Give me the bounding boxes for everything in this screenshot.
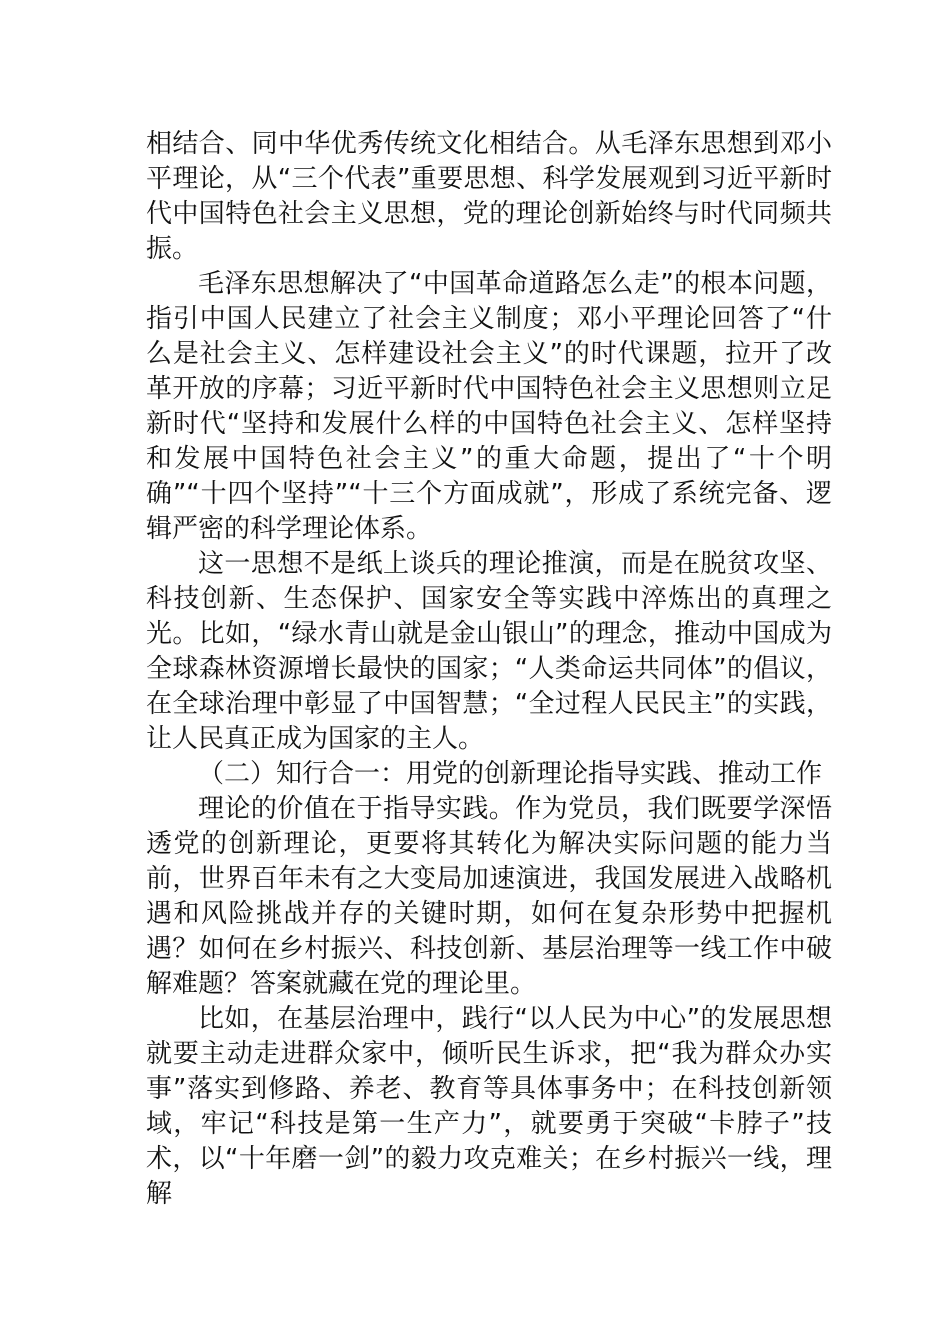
document-page	[146, 127, 832, 1212]
paragraph-theory-history: 毛泽东思想解决了“中国革命道路怎么走”的根本问题，指引中国人民建立了社会主义制度；邓小平理论回答了“什么是社会主义、怎样建设社会主义”的时代课题，拉开了改革开放的序幕；习近平新时代中国特色社会主义思想则立足新时代“坚持和发展什么样的中国特色社会主义、怎样坚持和发展中国特色社会主义”的重大命题，提出了“十个明确”“十四个坚持”“十三个方面成就”，形成了系统完备、逻辑严密的科学理论体系。	[146, 269, 832, 544]
paragraph-continuation: 相结合、同中华优秀传统文化相结合。从毛泽东思想到邓小平理论，从“三个代表”重要思想、科学发展观到习近平新时代中国特色社会主义思想，党的理论创新始终与时代同频共振。	[146, 129, 832, 264]
section-heading: （二）知行合一：用党的创新理论指导实践、推动工作	[198, 759, 823, 789]
paragraph-practice: 这一思想不是纸上谈兵的理论推演，而是在脱贫攻坚、科技创新、生态保护、国家安全等实践中淬炼出的真理之光。比如，“绿水青山就是金山银山”的理念，推动中国成为全球森林资源增长最快的国家；“人类命运共同体”的倡议，在全球治理中彰显了中国智慧；“全过程人民民主”的实践，让人民真正成为国家的主人。	[146, 549, 832, 754]
paragraph-examples: 比如，在基层治理中，践行“以人民为中心”的发展思想就要主动走进群众家中，倾听民生诉求，把“我为群众办实事”落实到修路、养老、教育等具体事务中；在科技创新领域，牢记“科技是第一生产力”，就要勇于突破“卡脖子”技术，以“十年磨一剑”的毅力攻克难关；在乡村振兴一线，理解	[146, 1004, 832, 1209]
paragraph-theory-value: 理论的价值在于指导实践。作为党员，我们既要学深悟透党的创新理论，更要将其转化为解决实际问题的能力当前，世界百年未有之大变局加速演进，我国发展进入战略机遇和风险挑战并存的关键时期，如何在复杂形势中把握机遇？如何在乡村振兴、科技创新、基层治理等一线工作中破解难题？答案就藏在党的理论里。	[146, 794, 832, 999]
